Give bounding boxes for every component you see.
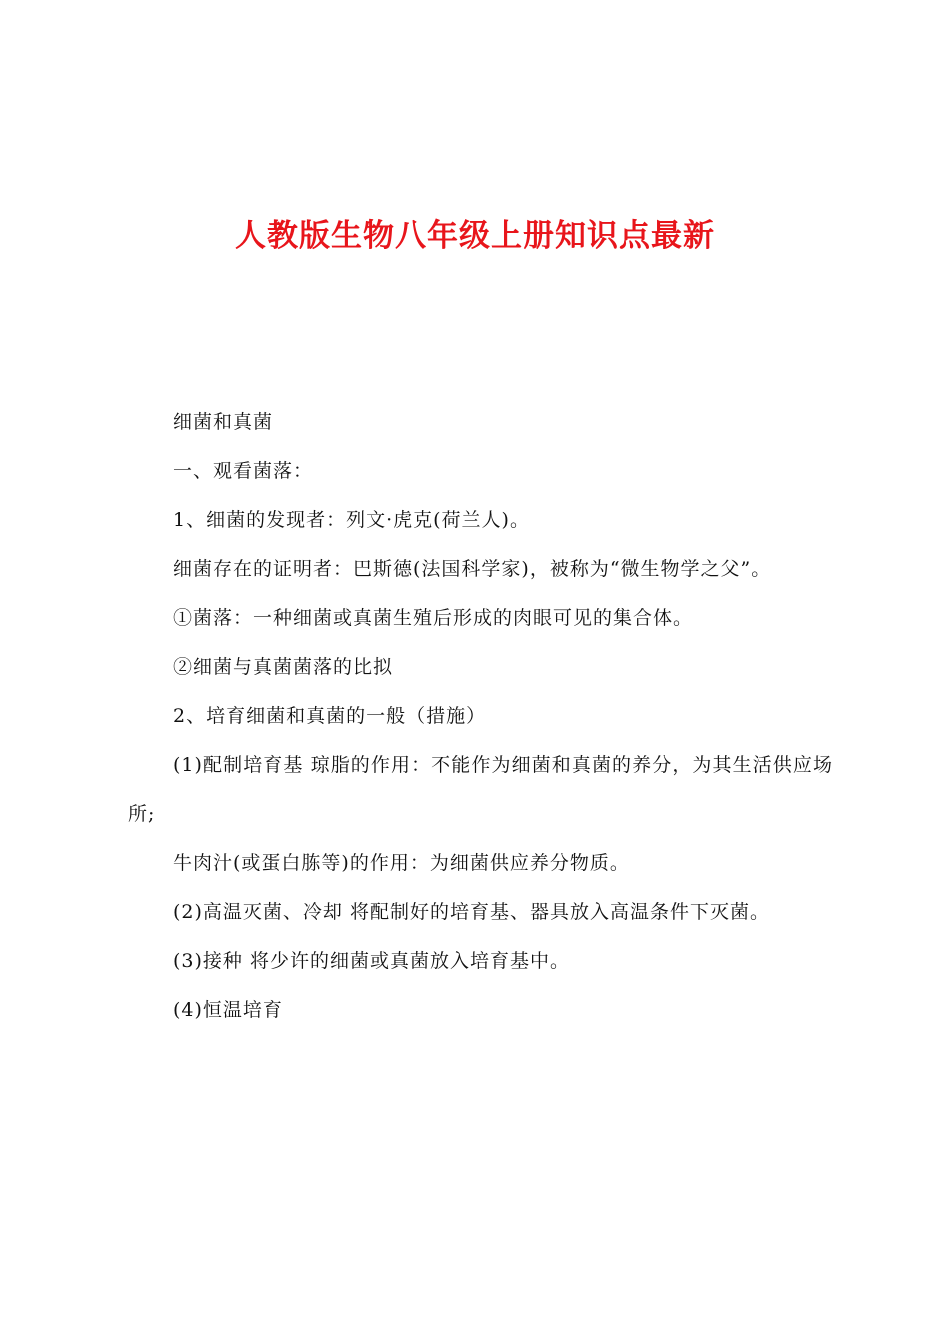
- paragraph-colony-definition: ①菌落：一种细菌或真菌生殖后形成的肉眼可见的集合体。: [173, 607, 694, 629]
- page-title: 人教版生物八年级上册知识点最新: [235, 218, 715, 254]
- paragraph-pasteur: 细菌存在的证明者：巴斯德(法国科学家)，被称为“微生物学之父”。: [173, 558, 772, 580]
- paragraph-step-1-medium: (1)配制培育基 琼脂的作用：不能作为细菌和真菌的养分，为其生活供应场所;: [128, 754, 833, 825]
- paragraph-beef-broth: 牛肉汁(或蛋白胨等)的作用：为细菌供应养分物质。: [173, 852, 630, 874]
- document-body: [128, 398, 833, 1035]
- paragraph-heading-bacteria-fungi: 细菌和真菌: [173, 411, 274, 433]
- paragraph-culture-methods: 2、培育细菌和真菌的一般（措施）: [173, 705, 487, 727]
- paragraph-discoverer: 1、细菌的发现者：列文·虎克(荷兰人)。: [173, 509, 530, 531]
- paragraph-step-4-incubate: (4)恒温培育: [173, 999, 283, 1021]
- paragraph-step-2-sterilize: (2)高温灭菌、冷却 将配制好的培育基、器具放入高温条件下灭菌。: [173, 901, 770, 923]
- paragraph-step-3-inoculate: (3)接种 将少许的细菌或真菌放入培育基中。: [173, 950, 570, 972]
- paragraph-colony-comparison: ②细菌与真菌菌落的比拟: [173, 656, 394, 678]
- paragraph-section-observe-colonies: 一、观看菌落：: [173, 460, 314, 482]
